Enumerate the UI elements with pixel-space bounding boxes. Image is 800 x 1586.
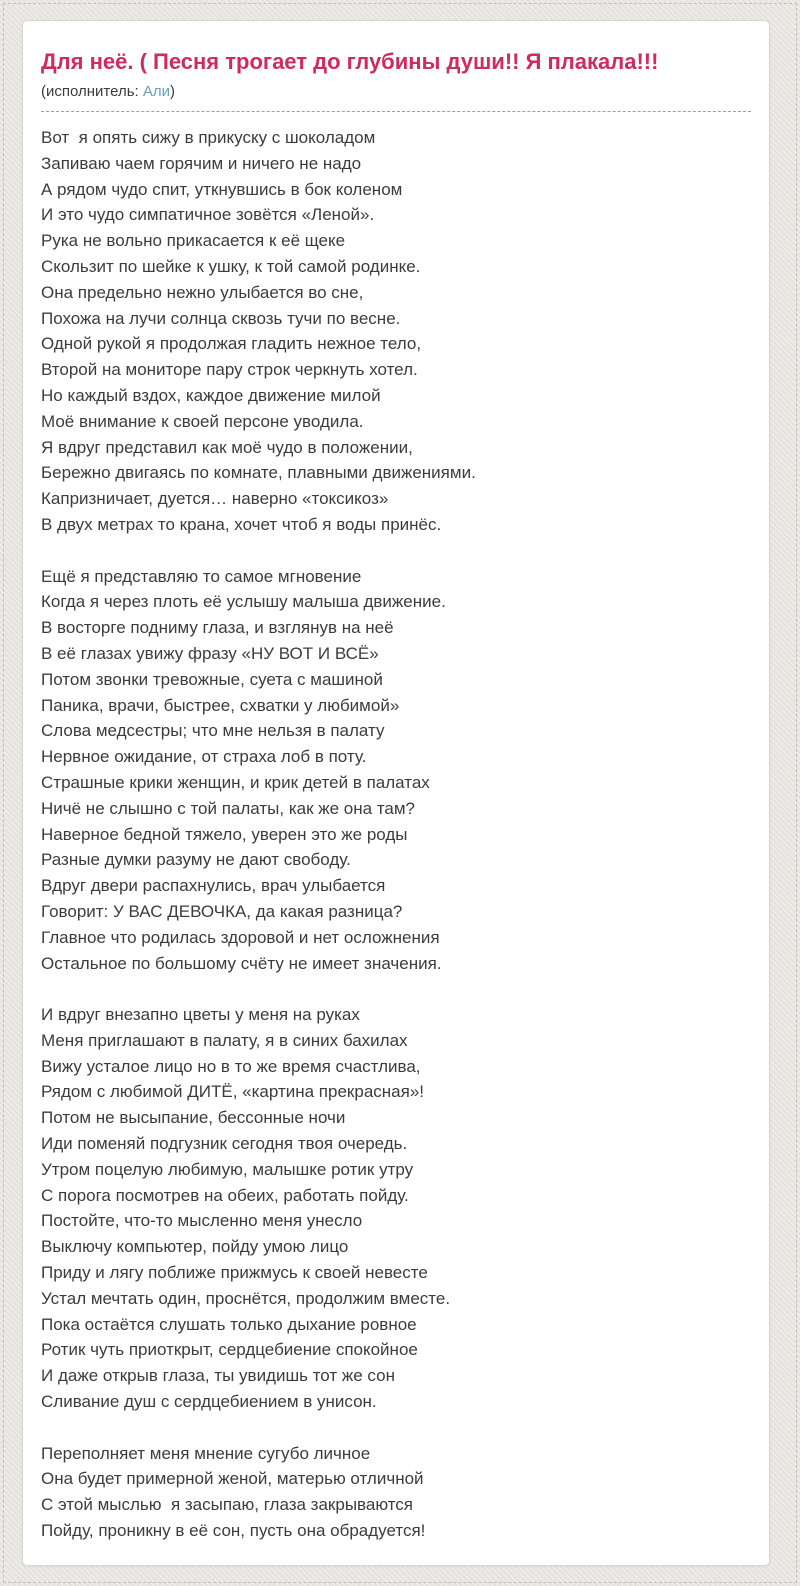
lyric-line: Вдруг двери распахнулись, врач улыбается	[41, 876, 386, 896]
lyric-line: Остальное по большому счёту не имеет значения.	[41, 953, 442, 973]
lyric-line: Переполняет меня мнение сугубо личное	[41, 1443, 371, 1463]
lyric-line: С порога посмотрев на обеих, работать пойду.	[41, 1185, 409, 1205]
artist-row	[41, 81, 751, 111]
lyric-line: Она будет примерной женой, матерью отличной	[41, 1469, 424, 1489]
lyric-line: Разные думки разуму не дают свободу.	[41, 850, 351, 870]
lyric-line: Запиваю чаем горячим и ничего не надо	[41, 153, 362, 173]
lyric-line: Утром поцелую любимую, малышке ротик утру	[41, 1159, 414, 1179]
lyric-line: Бережно двигаясь по комнате, плавными движениями.	[41, 463, 476, 483]
stanza	[41, 1002, 751, 1415]
stanza	[41, 564, 751, 977]
lyric-line: Она предельно нежно улыбается во сне,	[41, 282, 364, 302]
lyric-line: Страшные крики женщин, и крик детей в палатах	[41, 772, 430, 792]
stanza	[41, 125, 751, 538]
lyric-line: Вижу усталое лицо но в то же время счастлива,	[41, 1056, 421, 1076]
lyric-line: Ничё не слышно с той палаты, как же она там?	[41, 798, 416, 818]
artist-link[interactable]: Али	[142, 83, 171, 100]
lyric-line: Сливание душ с сердцебиением в унисон.	[41, 1392, 377, 1412]
lyric-line: В её глазах увижу фразу «НУ ВОТ И ВСЁ»	[41, 643, 379, 663]
lyric-line: Нервное ожидание, от страха лоб в поту.	[41, 747, 367, 767]
lyric-line: Ещё я представляю то самое мгновение	[41, 566, 362, 586]
lyric-line: Потом звонки тревожные, суета с машиной	[41, 669, 383, 689]
lyric-line: И это чудо симпатичное зовётся «Леной».	[41, 205, 375, 225]
lyric-line: Вот я опять сижу в прикуску с шоколадом	[41, 128, 376, 147]
lyric-line: Второй на мониторе пару строк черкнуть хотел.	[41, 360, 418, 380]
lyric-line: А рядом чудо спит, уткнувшись в бок коленом	[41, 179, 403, 199]
song-title: Для неё. ( Песня трогает до глубины души!! Я плакала!!!	[41, 49, 659, 74]
lyric-line: Наверное бедной тяжело, уверен это же роды	[41, 824, 408, 844]
lyric-line: В двух метрах то крана, хочет чтоб я воды принёс.	[41, 514, 442, 534]
artist-suffix: )	[170, 83, 176, 100]
lyric-line: Капризничает, дуется… наверно «токсикоз»	[41, 489, 389, 509]
artist-label: (исполнитель:	[41, 83, 143, 100]
lyric-line: Слова медсестры; что мне нельзя в палату	[41, 721, 385, 741]
dotted-separator	[41, 111, 751, 112]
lyric-line: Выключу компьютер, пойду умою лицо	[41, 1237, 349, 1257]
lyric-line: Потом не высыпание, бессонные ночи	[41, 1108, 346, 1128]
lyric-line: И вдруг внезапно цветы у меня на руках	[41, 1005, 360, 1025]
lyric-line: Главное что родилась здоровой и нет осложнения	[41, 927, 440, 947]
lyrics-text	[41, 125, 751, 1544]
lyric-line: Пойду, проникну в её сон, пусть она обрадуется!	[41, 1521, 426, 1541]
lyric-line: Постойте, что-то мысленно меня унесло	[41, 1211, 363, 1231]
lyric-line: Паника, врачи, быстрее, схватки у любимой»	[41, 695, 400, 715]
lyric-line: Когда я через плоть её услышу малыша движение.	[41, 592, 446, 612]
lyric-line: Рядом с любимой ДИТЁ, «картина прекрасная»!	[41, 1082, 424, 1102]
lyric-line: Пока остаётся слушать только дыхание ровное	[41, 1314, 417, 1334]
stanza	[41, 1441, 751, 1544]
lyric-line: Но каждый вздох, каждое движение милой	[41, 385, 381, 405]
lyric-line: Ротик чуть приоткрыт, сердцебиение спокойное	[41, 1340, 418, 1360]
lyric-line: И даже открыв глаза, ты увидишь тот же сон	[41, 1366, 395, 1386]
lyric-line: Скользит по шейке к ушку, к той самой родинке.	[41, 256, 421, 276]
lyric-line: Говорит: У ВАС ДЕВОЧКА, да какая разница?	[41, 901, 403, 921]
lyric-line: Похожа на лучи солнца сквозь тучи по весне.	[41, 308, 401, 328]
song-card	[22, 20, 770, 1566]
lyric-line: Приду и лягу поближе прижмусь к своей невесте	[41, 1263, 428, 1283]
lyric-line: Одной рукой я продолжая гладить нежное тело,	[41, 334, 422, 354]
lyric-line: Устал мечтать один, проснётся, продолжим вместе.	[41, 1288, 451, 1308]
lyric-line: В восторге подниму глаза, и взглянув на неё	[41, 618, 394, 638]
lyric-line: Моё внимание к своей персоне уводила.	[41, 411, 364, 431]
lyric-line: Рука не вольно прикасается к её щеке	[41, 231, 346, 251]
lyric-line: Меня приглашают в палату, я в синих бахилах	[41, 1030, 408, 1050]
lyric-line: Я вдруг представил как моё чудо в положении,	[41, 437, 413, 457]
lyric-line: Иди поменяй подгузник сегодня твоя очередь.	[41, 1134, 408, 1154]
lyric-line: С этой мыслью я засыпаю, глаза закрываются	[41, 1495, 414, 1515]
